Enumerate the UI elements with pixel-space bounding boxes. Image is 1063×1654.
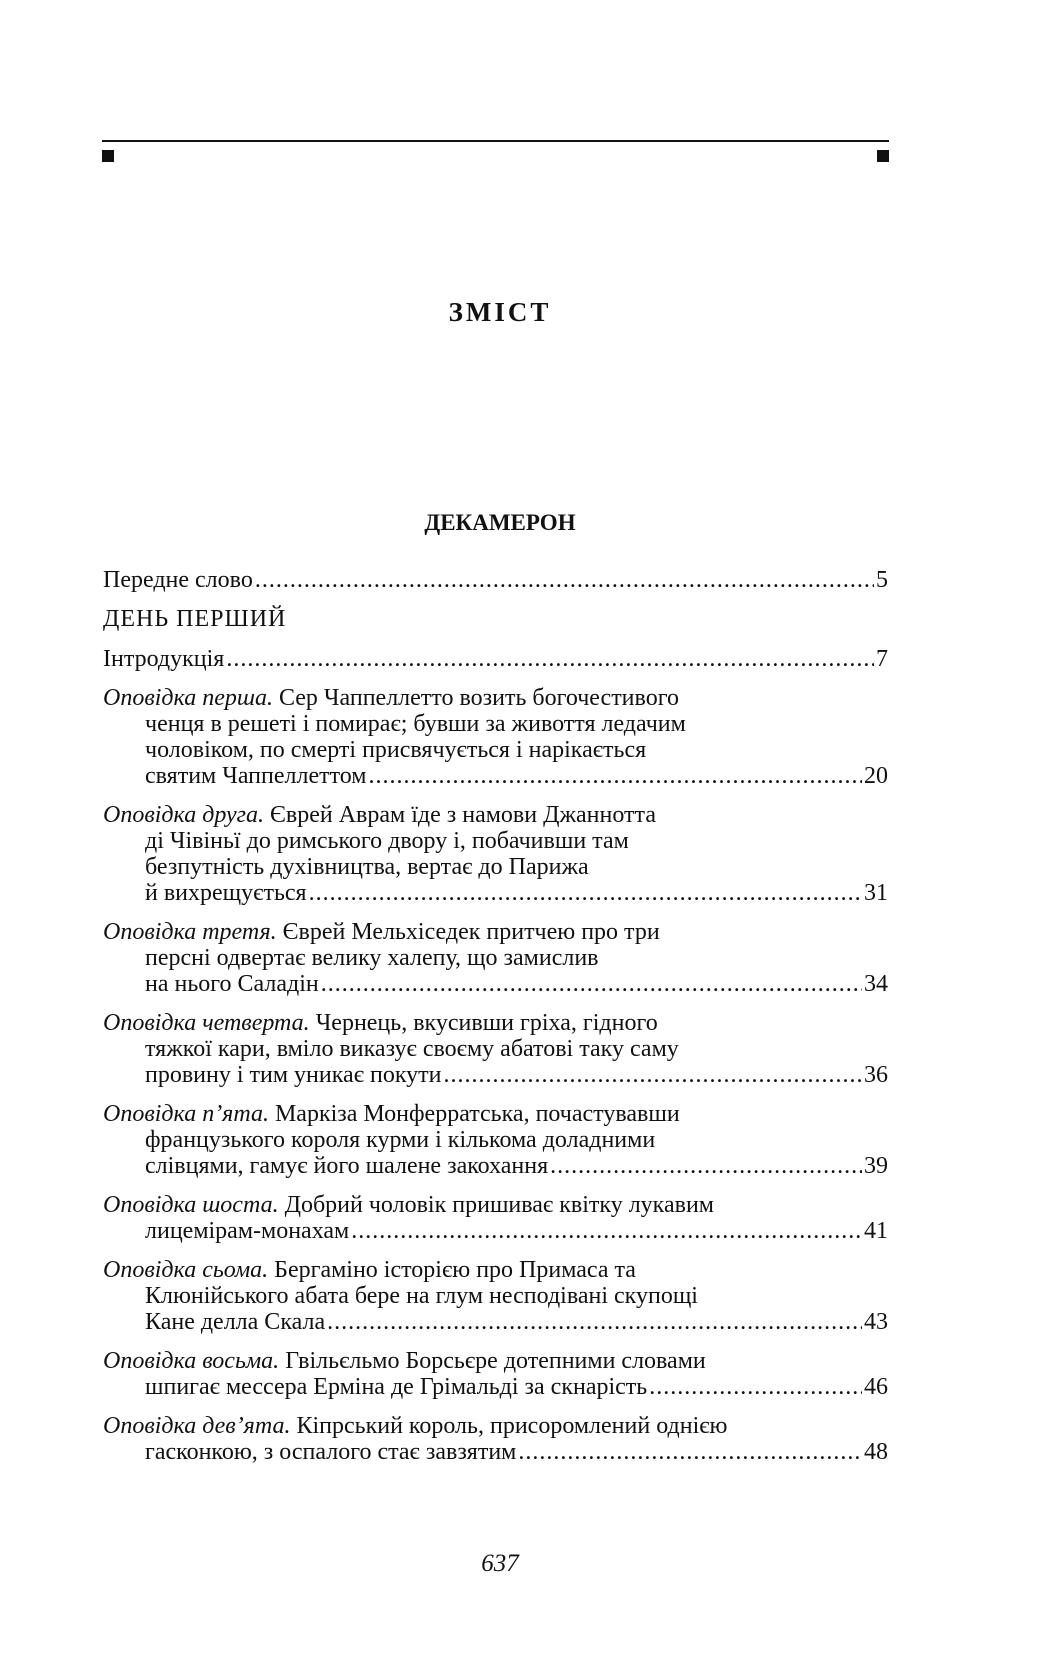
story-text: гасконкою, з оспалого стає завзятим [145,1439,517,1465]
story-text: безпутність духівництва, вертає до Парижа [145,854,589,880]
toc-entry-foreword[interactable] [103,567,888,593]
story-label: Оповідка четверта. [103,1010,310,1036]
entry-page: 31 [864,880,888,906]
entry-page: 43 [864,1309,888,1335]
story-text: на нього Саладін [145,971,319,997]
dot-leader [327,1309,862,1335]
entry-page: 39 [864,1153,888,1179]
table-of-contents [103,567,888,1478]
dot-leader [226,646,874,672]
dot-leader [649,1374,862,1400]
dot-leader [550,1153,862,1179]
story-label: Оповідка дев’ята. [103,1413,291,1439]
story-text: ді Чівіньї до римського двору і, побачивши там [145,828,629,854]
story-text: Маркіза Монферратська, почастувавши [274,1101,680,1127]
toc-entry-story-5[interactable] [103,1101,888,1179]
dot-leader [309,880,862,906]
story-text: чоловіком, по смерті присвячується і нарікається [145,737,647,763]
story-text: Чернець, вкусивши гріха, гідного [315,1010,658,1036]
entry-title: Інтродукція [103,646,225,672]
header-rule [102,140,889,142]
entry-page: 5 [876,567,888,593]
story-text: Гвільєльмо Борсьєре дотепними словами [285,1348,706,1374]
toc-entry-story-7[interactable] [103,1257,888,1335]
story-label: Оповідка сьома. [103,1257,269,1283]
day-heading: ДЕНЬ ПЕРШИЙ [103,606,287,632]
toc-entry-story-4[interactable] [103,1010,888,1088]
entry-page: 46 [864,1374,888,1400]
story-label: Оповідка третя. [103,919,277,945]
story-text: французького короля курми і кількома доладними [145,1127,656,1153]
dot-leader [369,763,863,789]
dot-leader [255,567,874,593]
story-text: Кіпрський король, присоромлений однією [296,1413,728,1439]
dot-leader [321,971,862,997]
story-text: Сер Чаппеллетто возить богочестивого [278,685,679,711]
entry-page: 41 [864,1218,888,1244]
entry-page: 36 [864,1062,888,1088]
story-label: Оповідка друга. [103,802,265,828]
entry-page: 34 [864,971,888,997]
story-text: Єврей Аврам їде з намови Джаннотта [270,802,656,828]
entry-page: 7 [876,646,888,672]
story-label: Оповідка восьма. [103,1348,280,1374]
story-text: Добрий чоловік пришиває квітку лукавим [284,1192,714,1218]
toc-entry-intro[interactable] [103,646,888,672]
story-text: Єврей Мельхіседек притчею про три [282,919,660,945]
story-text: Бергаміно історією про Примаса та [274,1257,636,1283]
story-label: Оповідка п’ята. [103,1101,269,1127]
story-text: персні одвертає велику халепу, що замислив [145,945,599,971]
toc-entry-story-1[interactable] [103,685,888,789]
corner-square-left [102,150,114,162]
dot-leader [443,1062,862,1088]
story-text: шпигає мессера Ерміна де Грімальді за скнарість [145,1374,648,1400]
toc-entry-story-6[interactable] [103,1192,888,1244]
story-label: Оповідка перша. [103,685,273,711]
toc-entry-story-2[interactable] [103,802,888,906]
section-title: ДЕКАМЕРОН [424,510,576,535]
entry-page: 20 [864,763,888,789]
dot-leader [518,1439,862,1465]
story-text: лицемірам-монахам [145,1218,350,1244]
toc-entry-story-3[interactable] [103,919,888,997]
story-text: ченця в решеті і помирає; бувши за живоття ледачим [145,711,686,737]
toc-entry-story-8[interactable] [103,1348,888,1400]
page-number: 637 [481,1550,519,1577]
entry-page: 48 [864,1439,888,1465]
dot-leader [351,1218,862,1244]
story-text: Клюнійського абата бере на глум несподівані скупощі [145,1283,698,1309]
story-text: слівцями, гамує його шалене закохання [145,1153,549,1179]
story-text: провину і тим уникає покути [145,1062,442,1088]
story-text: тяжкої кари, вміло виказує своєму абатові таку саму [145,1036,679,1062]
corner-square-right [877,150,889,162]
story-text: святим Чаппеллеттом [145,763,367,789]
toc-entry-story-9[interactable] [103,1413,888,1465]
entry-title: Передне слово [103,567,253,593]
story-text: Кане делла Скала [145,1309,326,1335]
story-label: Оповідка шоста. [103,1192,279,1218]
story-text: й вихрещується [145,880,307,906]
page-title: ЗМІСТ [448,297,552,327]
